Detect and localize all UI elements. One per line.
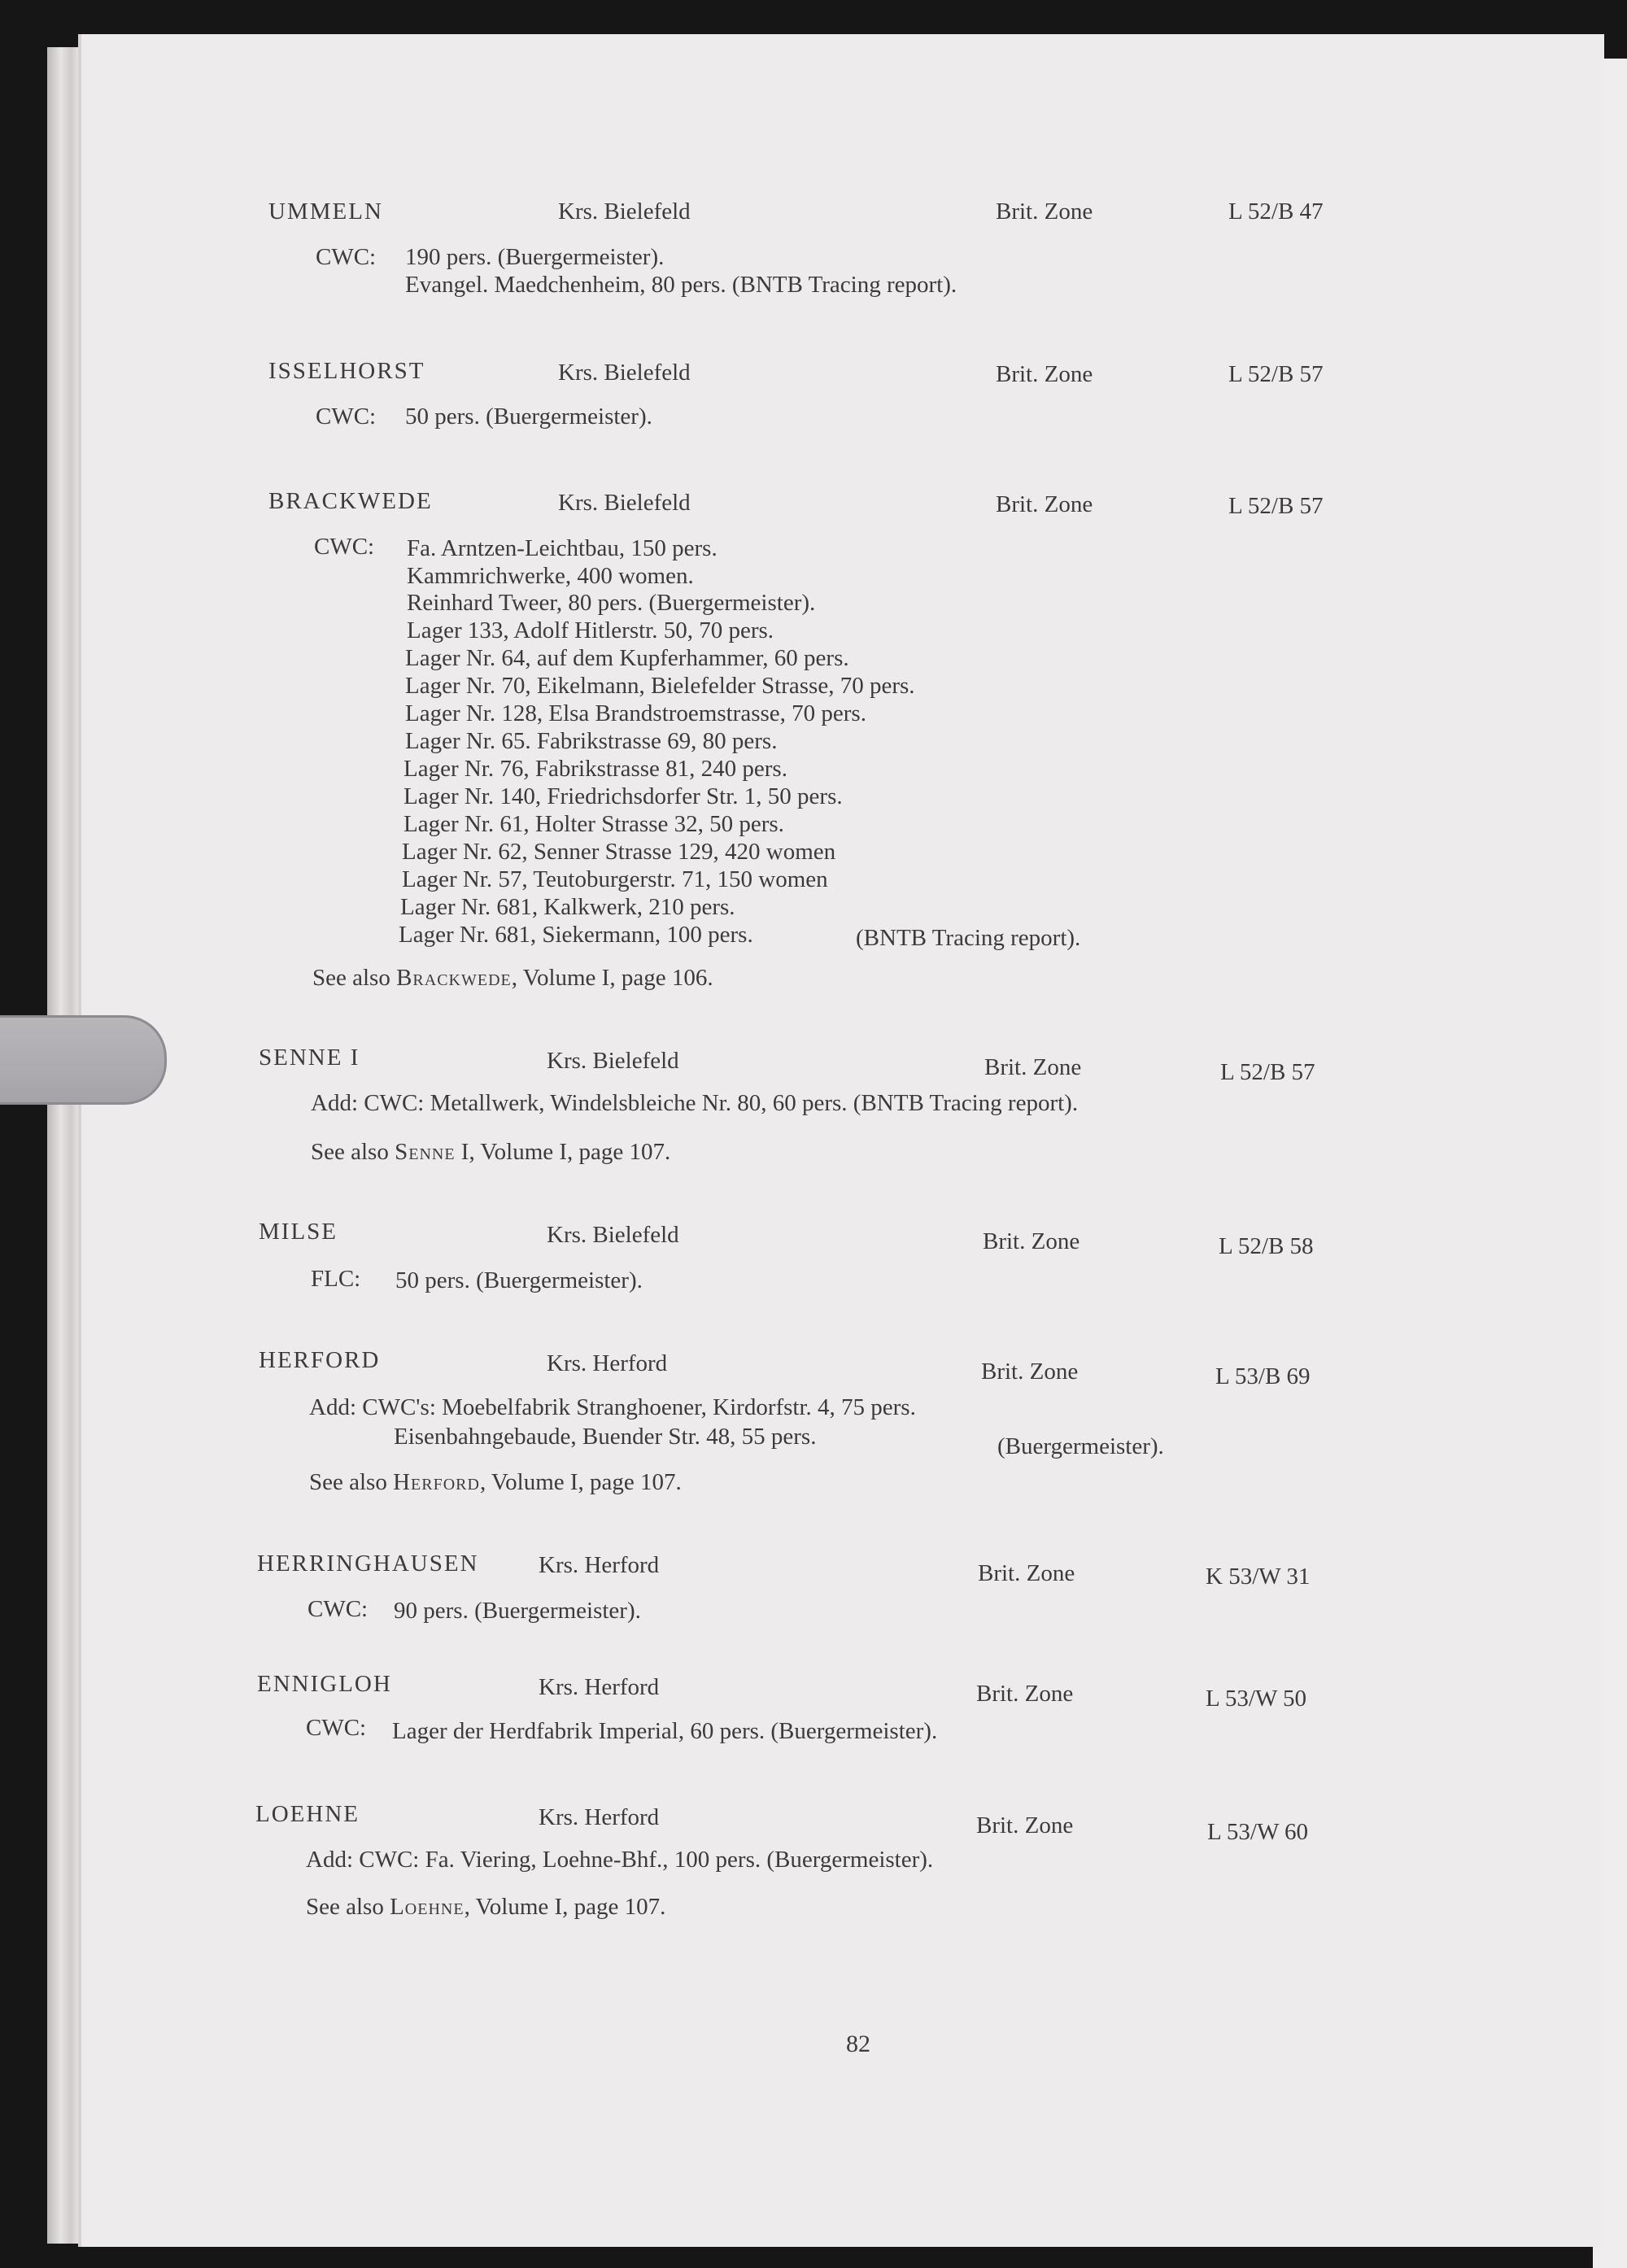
entry-line: Add: CWC: Metallwerk, Windelsbleiche Nr. 80, 60 pers. (BNTB Tracing report).: [311, 1090, 1079, 1116]
grid-ref: L 53/W 50: [1206, 1686, 1307, 1712]
entry-line: Lager Nr. 57, Teutoburgerstr. 71, 150 women: [402, 866, 828, 892]
see-also-ref: Senne: [395, 1139, 456, 1165]
grid-ref: L 52/B 57: [1228, 361, 1324, 387]
page-stack-edge: [47, 47, 81, 2244]
entry-line: Lager Nr. 65. Fabrikstrasse 69, 80 pers.: [405, 728, 778, 754]
see-also: [309, 1469, 682, 1496]
grid-ref: L 52/B 57: [1220, 1059, 1315, 1085]
category-label: CWC:: [316, 244, 377, 270]
zone: Brit. Zone: [981, 1359, 1079, 1385]
grid-ref: L 52/B 57: [1228, 493, 1324, 519]
entry-line: Add: CWC's: Moebelfabrik Stranghoener, Kirdorfstr. 4, 75 pers.: [309, 1394, 916, 1420]
grid-ref: K 53/W 31: [1206, 1564, 1311, 1590]
kreis: Krs. Bielefeld: [558, 360, 691, 386]
see-also-prefix: See also: [312, 965, 390, 991]
place-name: MILSE: [259, 1219, 338, 1245]
see-also-ref: Herford: [393, 1469, 480, 1495]
kreis: Krs. Herford: [539, 1552, 660, 1578]
zone: Brit. Zone: [983, 1228, 1080, 1254]
entry-line: 50 pers. (Buergermeister).: [395, 1267, 643, 1293]
entry-line: Lager Nr. 128, Elsa Brandstroemstrasse, 70 pers.: [405, 700, 866, 726]
page-number: 82: [846, 2030, 870, 2057]
entry-line: Lager Nr. 61, Holter Strasse 32, 50 pers.: [403, 811, 784, 837]
entry-line: Lager Nr. 70, Eikelmann, Bielefelder Strasse, 70 pers.: [405, 673, 915, 699]
see-also-ref: Loehne: [390, 1894, 465, 1920]
zone: Brit. Zone: [984, 1054, 1082, 1080]
category-label: CWC:: [308, 1596, 369, 1622]
place-name: UMMELN: [268, 198, 383, 225]
kreis: Krs. Bielefeld: [558, 198, 691, 225]
see-also-suffix: , Volume I, page 107.: [479, 1469, 682, 1495]
grid-ref: L 52/B 58: [1219, 1233, 1314, 1259]
entry-line: Add: CWC: Fa. Viering, Loehne-Bhf., 100 pers. (Buergermeister).: [306, 1847, 934, 1873]
kreis: Krs. Herford: [539, 1674, 660, 1700]
kreis: Krs. Bielefeld: [558, 490, 691, 516]
source-note: (BNTB Tracing report).: [856, 925, 1081, 951]
place-name: HERRINGHAUSEN: [257, 1551, 479, 1577]
entry-line: 50 pers. (Buergermeister).: [405, 403, 652, 430]
see-also-ref: Brackwede: [396, 965, 512, 991]
see-also: [306, 1894, 665, 1921]
see-also-prefix: See also: [309, 1469, 387, 1495]
entry-line: Lager 133, Adolf Hitlerstr. 50, 70 pers.: [407, 617, 774, 643]
entry-line: Reinhard Tweer, 80 pers. (Buergermeister).: [407, 590, 816, 616]
entry-line: Lager Nr. 62, Senner Strasse 129, 420 women: [402, 839, 836, 865]
entry-line: Fa. Arntzen-Leichtbau, 150 pers.: [407, 535, 718, 561]
category-label: CWC:: [306, 1715, 367, 1741]
entry-line: Eisenbahngebaude, Buender Str. 48, 55 pers.: [394, 1424, 817, 1450]
see-also-prefix: See also: [311, 1139, 389, 1165]
entry-line: Lager Nr. 140, Friedrichsdorfer Str. 1, 50 pers.: [403, 783, 843, 809]
page-clip: [0, 1015, 167, 1105]
kreis: Krs. Herford: [547, 1350, 668, 1376]
kreis: Krs. Herford: [539, 1804, 660, 1830]
place-name: ISSELHORST: [268, 358, 425, 384]
zone: Brit. Zone: [996, 198, 1093, 225]
see-also: [311, 1139, 670, 1166]
category-label: CWC:: [316, 403, 377, 430]
place-name: LOEHNE: [255, 1801, 360, 1827]
category-label: FLC:: [311, 1266, 361, 1292]
entry-line: Kammrichwerke, 400 women.: [407, 563, 694, 589]
place-name: BRACKWEDE: [268, 488, 433, 514]
category-label: CWC:: [314, 534, 375, 560]
grid-ref: L 53/W 60: [1207, 1819, 1309, 1845]
kreis: Krs. Bielefeld: [547, 1048, 679, 1074]
source-note: (Buergermeister).: [997, 1433, 1164, 1459]
see-also-suffix: , Volume I, page 107.: [464, 1894, 666, 1920]
entry-line: 190 pers. (Buergermeister).: [405, 244, 665, 270]
see-also-suffix: I, Volume I, page 107.: [455, 1139, 671, 1165]
entry-line: Lager Nr. 64, auf dem Kupferhammer, 60 pers.: [405, 645, 849, 671]
see-also-prefix: See also: [306, 1894, 384, 1920]
zone: Brit. Zone: [996, 361, 1093, 387]
see-also-suffix: , Volume I, page 106.: [511, 965, 713, 991]
place-name: ENNIGLOH: [257, 1671, 392, 1697]
entry-line: Evangel. Maedchenheim, 80 pers. (BNTB Tracing report).: [405, 272, 957, 298]
grid-ref: L 53/B 69: [1215, 1363, 1311, 1389]
entry-line: Lager Nr. 681, Kalkwerk, 210 pers.: [400, 894, 735, 920]
place-name: HERFORD: [259, 1347, 381, 1373]
kreis: Krs. Bielefeld: [547, 1222, 679, 1248]
zone: Brit. Zone: [976, 1681, 1074, 1707]
entry-line: Lager Nr. 681, Siekermann, 100 pers.: [399, 922, 753, 948]
place-name: SENNE I: [259, 1045, 360, 1071]
see-also: [312, 965, 713, 992]
entry-line: 90 pers. (Buergermeister).: [394, 1598, 641, 1624]
entry-line: Lager Nr. 76, Fabrikstrasse 81, 240 pers.: [403, 756, 787, 782]
zone: Brit. Zone: [976, 1812, 1074, 1838]
zone: Brit. Zone: [996, 491, 1093, 517]
zone: Brit. Zone: [978, 1560, 1075, 1586]
entry-line: Lager der Herdfabrik Imperial, 60 pers. (Buergermeister).: [392, 1718, 938, 1744]
grid-ref: L 52/B 47: [1228, 198, 1324, 225]
